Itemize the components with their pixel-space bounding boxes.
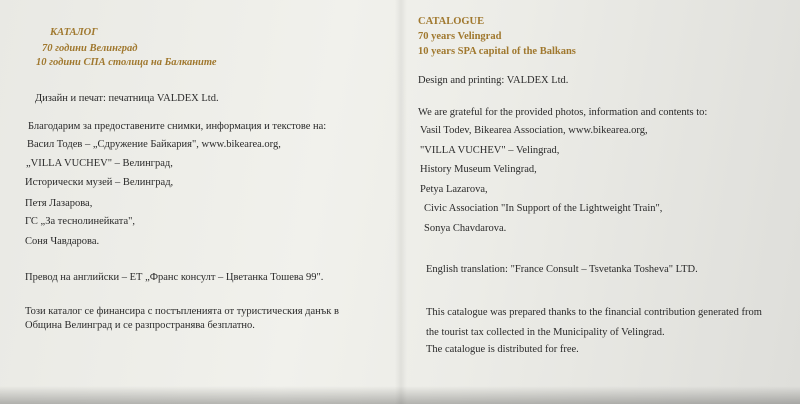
right-thanks-item: Petya Lazarova,: [420, 184, 488, 195]
left-thanks-item: Исторически музей – Велинград,: [25, 177, 174, 188]
right-thanks-heading: We are grateful for the provided photos, information and contents to:: [418, 107, 708, 118]
right-page-english: [400, 0, 800, 404]
left-thanks-item: ГС „За теснолинейката",: [25, 216, 136, 227]
page-bottom-shadow: [0, 386, 800, 404]
left-thanks-item: Петя Лазарова,: [25, 198, 93, 209]
right-title-years: 70 years Velingrad: [418, 31, 502, 42]
left-title-years: 70 години Велинград: [42, 43, 138, 54]
right-thanks-item: Sonya Chavdarova.: [424, 223, 507, 234]
left-thanks-item: Васил Тодев – „Сдружение Байкария", www.bikearea.org,: [27, 139, 281, 150]
left-thanks-item: „VILLA VUCHEV" – Велинград,: [26, 158, 173, 169]
left-translation-credit: Превод на английски – ЕТ „Франс консулт – Цветанка Тошева 99".: [25, 272, 324, 283]
right-title-catalogue: CATALOGUE: [418, 16, 485, 27]
right-thanks-item: Civic Association "In Support of the Lightweight Train",: [424, 203, 663, 214]
left-financing-line: Този каталог се финансира с постъпленията от туристическия данък в: [25, 306, 339, 317]
left-financing-line: Община Велинград и се разпространява безплатно.: [25, 320, 255, 331]
right-financing-line: This catalogue was prepared thanks to the financial contribution generated from: [426, 307, 762, 318]
right-financing-line: the tourist tax collected in the Municipality of Velingrad.: [426, 327, 665, 338]
left-thanks-heading: Благодарим за предоставените снимки, информация и текстове на:: [28, 121, 327, 132]
left-title-catalog: КАТАЛОГ: [50, 27, 98, 38]
left-title-spa: 10 години СПА столица на Балканите: [36, 57, 217, 68]
right-title-spa: 10 years SPA capital of the Balkans: [418, 46, 576, 57]
right-design-credit: Design and printing: VALDEX Ltd.: [418, 75, 569, 86]
right-thanks-item: History Museum Velingrad,: [420, 164, 537, 175]
left-thanks-item: Соня Чавдарова.: [25, 236, 100, 247]
right-financing-line: The catalogue is distributed for free.: [426, 344, 579, 355]
right-thanks-item: "VILLA VUCHEV" – Velingrad,: [420, 145, 560, 156]
right-thanks-item: Vasil Todev, Bikearea Association, www.bikearea.org,: [420, 125, 648, 136]
right-translation-credit: English translation: "France Consult – Tsvetanka Tosheva" LTD.: [426, 264, 698, 275]
left-design-credit: Дизайн и печат: печатница VALDEX Ltd.: [35, 93, 219, 104]
